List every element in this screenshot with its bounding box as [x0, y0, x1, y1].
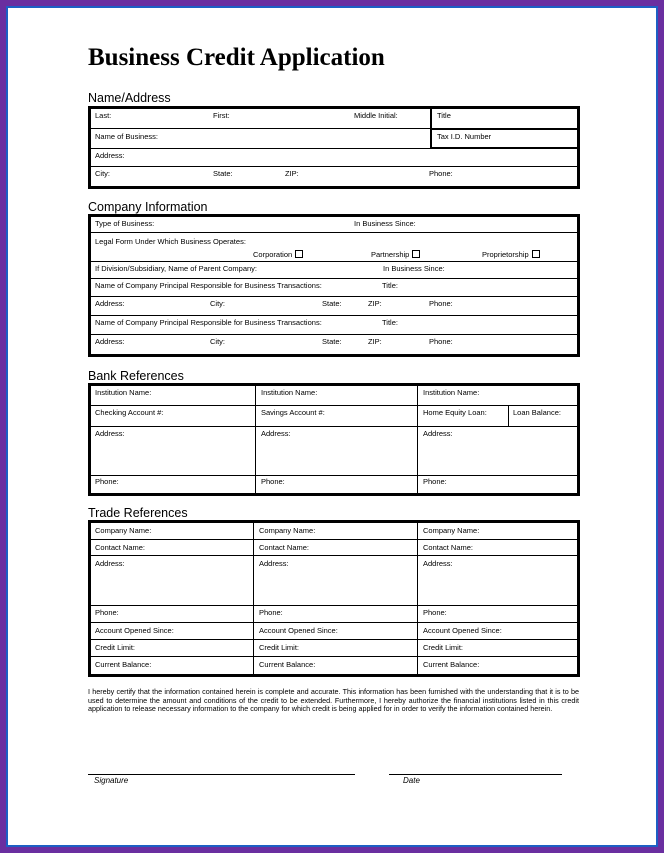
- principal-1-zip-field[interactable]: ZIP:: [368, 299, 382, 308]
- bank-2-address-field[interactable]: Address:: [261, 429, 291, 438]
- partnership-option[interactable]: Partnership: [371, 250, 420, 259]
- page-title: Business Credit Application: [88, 44, 385, 71]
- trade-3-phone-field[interactable]: Phone:: [423, 608, 447, 617]
- date-line[interactable]: [389, 774, 562, 775]
- partnership-checkbox[interactable]: [412, 250, 420, 258]
- principal-1-title-field[interactable]: Title:: [382, 281, 398, 290]
- legal-form-label: Legal Form Under Which Business Operates:: [95, 237, 246, 246]
- trade-2-account-opened-field[interactable]: Account Opened Since:: [259, 626, 338, 635]
- first-name-field[interactable]: First:: [213, 111, 230, 120]
- loan-balance-field[interactable]: Loan Balance:: [513, 408, 561, 417]
- trade-1-phone-field[interactable]: Phone:: [95, 608, 119, 617]
- principal-1-city-field[interactable]: City:: [210, 299, 225, 308]
- principal-2-zip-field[interactable]: ZIP:: [368, 337, 382, 346]
- proprietorship-option[interactable]: Proprietorship: [482, 250, 540, 259]
- principal-1-state-field[interactable]: State:: [322, 299, 342, 308]
- trade-3-address-field[interactable]: Address:: [423, 559, 453, 568]
- certification-text: I hereby certify that the information contained herein is complete and accurate. This information has been furnished with the understanding that it is to be used to determine the amount and conditions of the credit to be extended. Furthermore, I hereby authorize the financial institutions listed in this credit application to release necessary information to the company for which credit is being applied for in order to verify the information contained herein.: [88, 687, 579, 714]
- corporation-checkbox[interactable]: [295, 250, 303, 258]
- phone-field[interactable]: Phone:: [429, 169, 453, 178]
- trade-1-contact-field[interactable]: Contact Name:: [95, 543, 146, 552]
- savings-account-field[interactable]: Savings Account #:: [261, 408, 325, 417]
- date-label: Date: [403, 776, 420, 785]
- bank-2-phone-field[interactable]: Phone:: [261, 477, 285, 486]
- principal-2-address-field[interactable]: Address:: [95, 337, 125, 346]
- state-field[interactable]: State:: [213, 169, 233, 178]
- trade-refs-heading: Trade References: [88, 506, 188, 520]
- bank-1-phone-field[interactable]: Phone:: [95, 477, 119, 486]
- bank-3-institution-field[interactable]: Institution Name:: [423, 388, 480, 397]
- principal-1-address-field[interactable]: Address:: [95, 299, 125, 308]
- trade-2-company-field[interactable]: Company Name:: [259, 526, 316, 535]
- type-of-business-field[interactable]: Type of Business:: [95, 219, 155, 228]
- proprietorship-checkbox[interactable]: [532, 250, 540, 258]
- principal-1-phone-field[interactable]: Phone:: [429, 299, 453, 308]
- bank-1-address-field[interactable]: Address:: [95, 429, 125, 438]
- tax-id-field[interactable]: Tax I.D. Number: [437, 132, 492, 141]
- trade-3-company-field[interactable]: Company Name:: [423, 526, 480, 535]
- trade-1-address-field[interactable]: Address:: [95, 559, 125, 568]
- bank-1-institution-field[interactable]: Institution Name:: [95, 388, 152, 397]
- title-field[interactable]: Title: [437, 111, 451, 120]
- company-info-heading: Company Information: [88, 200, 208, 214]
- signature-line[interactable]: [88, 774, 355, 775]
- trade-3-account-opened-field[interactable]: Account Opened Since:: [423, 626, 502, 635]
- bank-2-institution-field[interactable]: Institution Name:: [261, 388, 318, 397]
- parent-company-field[interactable]: If Division/Subsidiary, Name of Parent Company:: [95, 264, 258, 273]
- bank-3-phone-field[interactable]: Phone:: [423, 477, 447, 486]
- trade-2-credit-limit-field[interactable]: Credit Limit:: [259, 643, 300, 652]
- title-cell: [430, 106, 580, 130]
- trade-3-contact-field[interactable]: Contact Name:: [423, 543, 474, 552]
- address-field[interactable]: Address:: [95, 151, 125, 160]
- corporation-option[interactable]: Corporation: [253, 250, 303, 259]
- trade-3-credit-limit-field[interactable]: Credit Limit:: [423, 643, 464, 652]
- last-name-field[interactable]: Last:: [95, 111, 112, 120]
- in-business-since-field[interactable]: In Business Since:: [354, 219, 416, 228]
- trade-1-company-field[interactable]: Company Name:: [95, 526, 152, 535]
- trade-2-address-field[interactable]: Address:: [259, 559, 289, 568]
- in-business-since-2-field[interactable]: In Business Since:: [383, 264, 445, 273]
- signature-label: Signature: [94, 776, 129, 785]
- trade-2-contact-field[interactable]: Contact Name:: [259, 543, 310, 552]
- trade-2-current-balance-field[interactable]: Current Balance:: [259, 660, 316, 669]
- trade-3-current-balance-field[interactable]: Current Balance:: [423, 660, 480, 669]
- zip-field[interactable]: ZIP:: [285, 169, 299, 178]
- principal-1-field[interactable]: Name of Company Principal Responsible for Business Transactions:: [95, 281, 322, 290]
- city-field[interactable]: City:: [95, 169, 110, 178]
- principal-2-city-field[interactable]: City:: [210, 337, 225, 346]
- middle-initial-field[interactable]: Middle Initial:: [354, 111, 398, 120]
- home-equity-field[interactable]: Home Equity Loan:: [423, 408, 487, 417]
- principal-2-phone-field[interactable]: Phone:: [429, 337, 453, 346]
- business-name-field[interactable]: Name of Business:: [95, 132, 158, 141]
- name-address-heading: Name/Address: [88, 91, 171, 105]
- principal-2-title-field[interactable]: Title:: [382, 318, 398, 327]
- principal-2-state-field[interactable]: State:: [322, 337, 342, 346]
- trade-1-credit-limit-field[interactable]: Credit Limit:: [95, 643, 136, 652]
- trade-1-account-opened-field[interactable]: Account Opened Since:: [95, 626, 174, 635]
- bank-3-address-field[interactable]: Address:: [423, 429, 453, 438]
- trade-2-phone-field[interactable]: Phone:: [259, 608, 283, 617]
- bank-refs-box: [88, 383, 580, 496]
- trade-1-current-balance-field[interactable]: Current Balance:: [95, 660, 152, 669]
- principal-2-field[interactable]: Name of Company Principal Responsible for Business Transactions:: [95, 318, 322, 327]
- trade-refs-box: [88, 520, 580, 677]
- bank-refs-heading: Bank References: [88, 369, 184, 383]
- checking-account-field[interactable]: Checking Account #:: [95, 408, 164, 417]
